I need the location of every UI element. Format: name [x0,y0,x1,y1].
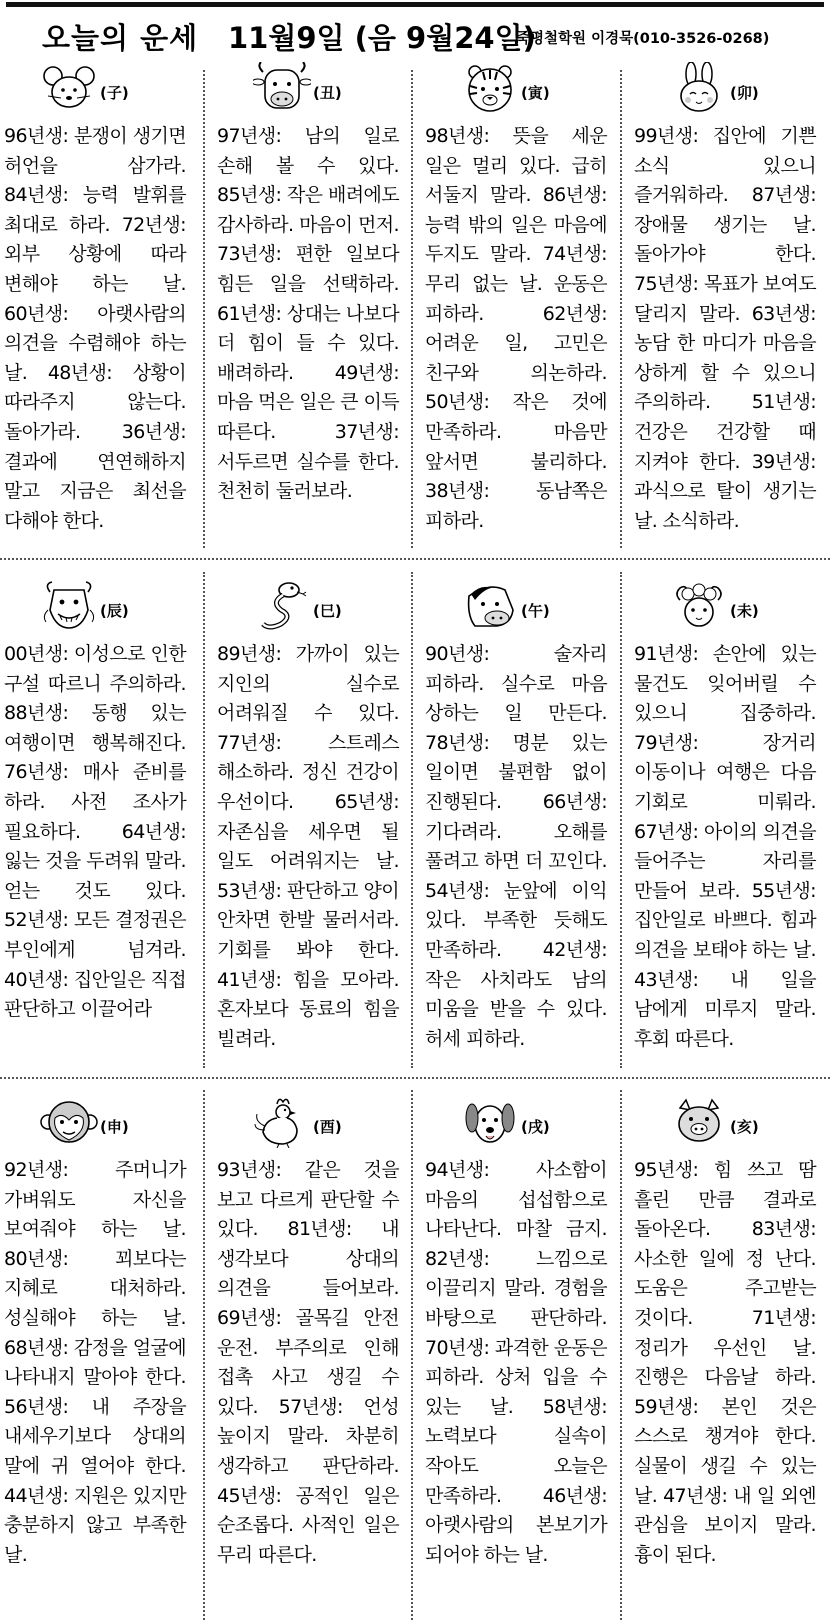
fortune-text: 99년생: 집안에 기쁜 소식 있으니 즐거워하라. 87년생: 장애물 생기는 날. 돌아가야 한다. 75년생: 목표가 보여도 달리지 말라. 63년생: 농담 한 마디가 마음을 상하게 할 수 있으니 주의하라. 51년생: 건강은 건강할 때 지켜야 한다. 39년생: 과식으로 탈이 생기는 날. 소식하라. [634,125,816,532]
date-label: 11월9일 (음 9월24일) [228,21,536,55]
animal-header [421,578,621,638]
fortune-text: 98년생: 뜻을 세운 일은 멀리 있다. 급히 서둘지 말라. 86년생: 능력 밖의 일은 마음에 두지도 말라. 74년생: 무리 없는 날. 운동은 피하라. 62년생: 어려운 일, 고민은 친구와 의논하라. 50년생: 작은 것에 만족하라. 마음만 앞서면 불리하다. 38년생: 동남쪽은 피하라. [425,125,607,532]
animal-header [630,578,830,638]
animal-header [0,1094,200,1154]
fortune-text: 91년생: 손안에 있는 물건도 잊어버릴 수 있으니 집중하라. 79년생: 장거리 이동이나 여행은 다음 기회로 미뤄라. 67년생: 아이의 의견을 들어주는 자리를 만들어 보라. 55년생: 집안일로 바쁘다. 힘과 의견을 보태야 하는 날. 43년생: 내 일을 남에게 미루지 말라. 후회 따른다. [634,643,816,1050]
zodiac-label: (酉) [313,1118,342,1136]
zodiac-label: (丑) [313,84,342,102]
page-header [0,10,830,56]
row-divider [0,558,830,560]
sheep-icon [670,580,728,632]
pig-icon [670,1096,728,1148]
fortune-text: 97년생: 남의 일로 손해 볼 수 있다. 85년생: 작은 배려에도 감사하라. 마음이 먼저. 73년생: 편한 일보다 힘든 일을 선택하라. 61년생: 상대는 나보다 더 힘이 들 수 있다. 배려하라. 49년생: 마음 먹은 일은 큰 이득 따른다. 37년생: 서두르면 실수를 한다. 천천히 둘러보라. [217,125,399,503]
animal-header [213,1094,413,1154]
snake-icon [253,580,311,632]
animal-header [421,60,621,120]
column-divider [411,70,413,548]
fortune-text: 95년생: 힘 쓰고 땀 흘린 만큼 결과로 돌아온다. 83년생: 사소한 일에 정 난다. 도움은 주고받는 것이다. 71년생: 정리가 우선인 날. 진행은 다음날 하라. 59년생: 본인 것은 스스로 챙겨야 한다. 실물이 생길 수 있는 날. 47년생: 내 일 외엔 관심을 보이지 말라. 흉이 된다. [634,1159,816,1566]
column-divider [411,572,413,1068]
ox-icon [253,62,311,114]
zodiac-label: (辰) [100,602,129,620]
row-divider [0,1077,830,1079]
fortune-text: 96년생: 분쟁이 생기면 허언을 삼가라. 84년생: 능력 발휘를 최대로 하라. 72년생: 외부 상황에 따라 변해야 하는 날. 60년생: 아랫사람의 의견을 수렴해야 하는 날. 48년생: 상황이 따라주지 않는다. 돌아가라. 36년생: 결과에 연연해하지 말고 지금은 최선을 다해야 한다. [4,125,186,532]
top-rule [6,2,824,7]
fortune-text: 90년생: 술자리 피하라. 실수로 마음 상하는 일 만든다. 78년생: 명분 있는 일이면 불편함 없이 진행된다. 66년생: 기다려라. 오해를 풀려고 하면 더 꼬인다. 54년생: 눈앞에 이익 있다. 부족한 듯해도 만족하라. 42년생: 작은 사치라도 남의 미움을 받을 수 있다. 허세 피하라. [425,643,607,1050]
rabbit-icon [670,62,728,114]
animal-header [213,578,413,638]
horse-icon [461,580,519,632]
zodiac-label: (申) [100,1118,129,1136]
fortune-text: 93년생: 같은 것을 보고 다르게 판단할 수 있다. 81년생: 내 생각보다 상대의 의견을 들어보라. 69년생: 골목길 안전 운전. 부주의로 인해 접촉 사고 생길 수 있다. 57년생: 언성 높이지 말라. 차분히 생각하고 판단하라. 45년생: 공적인 일은 순조롭다. 사적인 일은 무리 따른다. [217,1159,399,1566]
animal-header [0,60,200,120]
column-divider [203,572,205,1068]
column-divider [411,1090,413,1620]
column-divider [620,70,622,548]
rat-icon [40,62,98,114]
fortune-text: 92년생: 주머니가 가벼워도 자신을 보여줘야 하는 날. 80년생: 꾀보다는 지혜로 대처하라. 성실해야 하는 날. 68년생: 감정을 얼굴에 나타내지 말아야 한다. 56년생: 내 주장을 내세우기보다 상대의 말에 귀 열어야 한다. 44년생: 지원은 있지만 충분하지 않고 부족한 날. [4,1159,186,1566]
fortune-text: 00년생: 이성으로 인한 구설 따르니 주의하라. 88년생: 동행 있는 여행이면 행복해진다. 76년생: 매사 준비를 하라. 사전 조사가 필요하다. 64년생: 잃는 것을 두려워 말라. 얻는 것도 있다. 52년생: 모든 결정권은 부인에게 넘겨라. 40년생: 집안일은 직접 판단하고 이끌어라 [4,643,186,1021]
page-title: 오늘의 운세 [42,21,199,55]
zodiac-label: (巳) [313,602,342,620]
animal-header [630,60,830,120]
zodiac-label: (子) [100,84,129,102]
animal-header [630,1094,830,1154]
zodiac-label: (亥) [730,1118,759,1136]
tiger-icon [461,62,519,114]
monkey-icon [40,1096,98,1148]
zodiac-label: (卯) [730,84,759,102]
animal-header [421,1094,621,1154]
source-credit: 죽평철학원 이경묵(010-3526-0268) [516,31,770,47]
zodiac-label: (寅) [521,84,550,102]
zodiac-label: (未) [730,602,759,620]
animal-header [213,60,413,120]
animal-header [0,578,200,638]
column-divider [203,70,205,548]
fortune-text: 94년생: 사소함이 마음의 섭섭함으로 나타난다. 마찰 금지. 82년생: 느낌으로 이끌리지 말라. 경험을 바탕으로 판단하라. 70년생: 과격한 운동은 피하라. 상처 입을 수 있는 날. 58년생: 노력보다 실속이 작아도 오늘은 만족하라. 46년생: 아랫사람의 본보기가 되어야 하는 날. [425,1159,607,1566]
column-divider [620,572,622,1068]
fortune-text: 89년생: 가까이 있는 지인의 실수로 어려워질 수 있다. 77년생: 스트레스 해소하라. 정신 건강이 우선이다. 65년생: 자존심을 세우면 될 일도 어려워지는 날. 53년생: 판단하고 양이 안차면 한발 물러서라. 기회를 봐야 한다. 41년생: 힘을 모아라. 혼자보다 동료의 힘을 빌려라. [217,643,399,1050]
column-divider [620,1090,622,1620]
rooster-icon [253,1096,311,1148]
zodiac-label: (戌) [521,1118,550,1136]
zodiac-label: (午) [521,602,550,620]
column-divider [203,1090,205,1620]
dog-icon [461,1096,519,1148]
dragon-icon [40,580,98,632]
